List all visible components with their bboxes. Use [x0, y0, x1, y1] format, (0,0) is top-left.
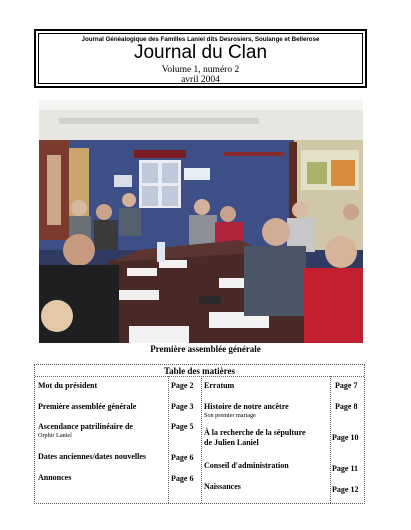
journal-title: Journal du Clan [133, 42, 268, 63]
toc-item-dates[interactable]: Dates anciennes/dates nouvelles [38, 452, 146, 461]
toc-page: Page 8 [335, 402, 358, 411]
toc-page: Page 6 [171, 453, 194, 462]
toc-item-conseil[interactable]: Conseil d'administration [204, 461, 289, 470]
issue-date: avril 2004 [181, 75, 220, 85]
toc-page: Page 5 [171, 422, 194, 431]
toc-item-annonces[interactable]: Annonces [38, 473, 72, 482]
toc-item-sepulture[interactable]: À la recherche de la sépulture [204, 428, 306, 437]
meeting-photo-illustration [39, 100, 363, 343]
toc-item-premiere-assemblee[interactable]: Première assemblée générale [38, 402, 137, 411]
toc-item-histoire[interactable]: Histoire de notre ancêtre [204, 402, 289, 411]
toc-page: Page 12 [332, 485, 359, 494]
toc-item-sepulture-line2[interactable]: de Julien Laniel [204, 438, 259, 447]
photo-caption: Première assemblée générale [150, 344, 261, 354]
toc-item-mot-du-president[interactable]: Mot du président [38, 381, 98, 390]
toc-item-ascendance[interactable]: Ascendance patrilinéaire de [38, 422, 133, 431]
volume-number: Volume 1, numéro 2 [161, 65, 240, 75]
toc-page: Page 10 [332, 433, 359, 442]
toc-page: Page 2 [171, 381, 194, 390]
toc-item-naissances[interactable]: Naissances [204, 482, 241, 491]
toc-divider [35, 376, 364, 377]
toc-page: Page 11 [332, 464, 358, 473]
toc-item-subtitle: Orphir Laniel [38, 432, 72, 439]
table-of-contents [34, 364, 365, 504]
toc-page: Page 3 [171, 402, 194, 411]
toc-item-erratum[interactable]: Erratum [204, 381, 235, 390]
toc-column-divider [330, 376, 331, 503]
journal-subtitle: Journal Généalogique des Familles Laniel dits Desrosiers, Soulange et Bellerose [81, 36, 320, 43]
toc-column-divider [168, 376, 169, 503]
masthead [34, 29, 367, 88]
toc-title: Table des matières [164, 366, 235, 376]
toc-column-divider [201, 376, 202, 503]
toc-item-subtitle: Son premier mariage [204, 412, 256, 419]
meeting-photo [39, 100, 363, 343]
toc-page: Page 7 [335, 381, 358, 390]
masthead-inner-border [38, 33, 363, 84]
toc-page: Page 6 [171, 474, 194, 483]
